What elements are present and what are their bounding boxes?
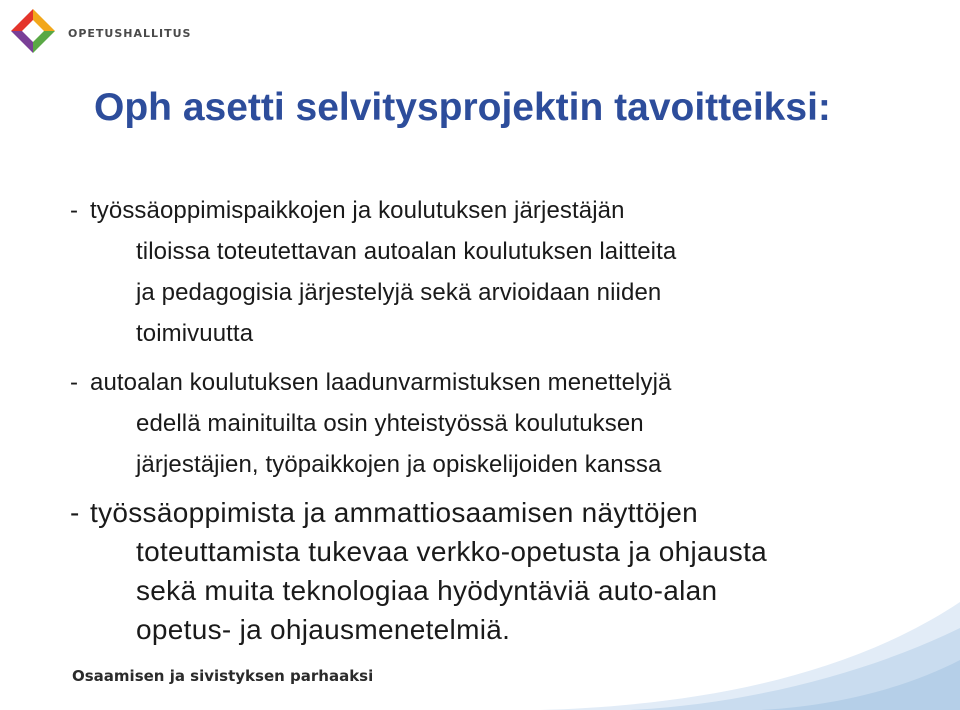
bullet-item [70, 190, 910, 354]
bullet-line: työssäoppimispaikkojen ja koulutuksen järjestäjän [90, 197, 625, 224]
bullet-line: järjestäjien, työpaikkojen ja opiskelijoiden kanssa [136, 451, 662, 478]
bullet-line: opetus- ja ohjausmenetelmiä. [136, 614, 511, 645]
slide-title: Oph asetti selvitysprojektin tavoitteiksi: [94, 86, 831, 129]
bullet-text [90, 190, 910, 354]
bullet-line: sekä muita teknologiaa hyödyntäviä auto-alan [136, 575, 718, 606]
bullet-line: toimivuutta [136, 320, 254, 347]
bullet-line: edellä mainituilta osin yhteistyössä koulutuksen [136, 410, 644, 437]
bullet-marker: - [70, 197, 79, 224]
bullet-line: ja pedagogisia järjestelyjä sekä arvioidaan niiden [136, 279, 662, 306]
corner-wave-decoration [540, 510, 960, 710]
bullet-text [90, 362, 910, 485]
logo-text: OPETUSHALLITUS [68, 26, 192, 40]
bullet-line: tiloissa toteutettavan autoalan koulutuksen laitteita [136, 238, 677, 265]
bullet-line: toteuttamista tukevaa verkko-opetusta ja ohjausta [136, 536, 768, 567]
bullet-item [70, 362, 910, 485]
diamond-logo-icon [8, 6, 58, 56]
opetushallitus-logo [8, 6, 191, 56]
bullet-marker: - [70, 497, 80, 528]
bullet-line: autoalan koulutuksen laadunvarmistuksen menettelyjä [90, 369, 672, 396]
bullet-line: työssäoppimista ja ammattiosaamisen näyttöjen [90, 497, 699, 528]
footer-tagline: Osaamisen ja sivistyksen parhaaksi [72, 667, 374, 685]
bullet-marker: - [70, 369, 79, 396]
